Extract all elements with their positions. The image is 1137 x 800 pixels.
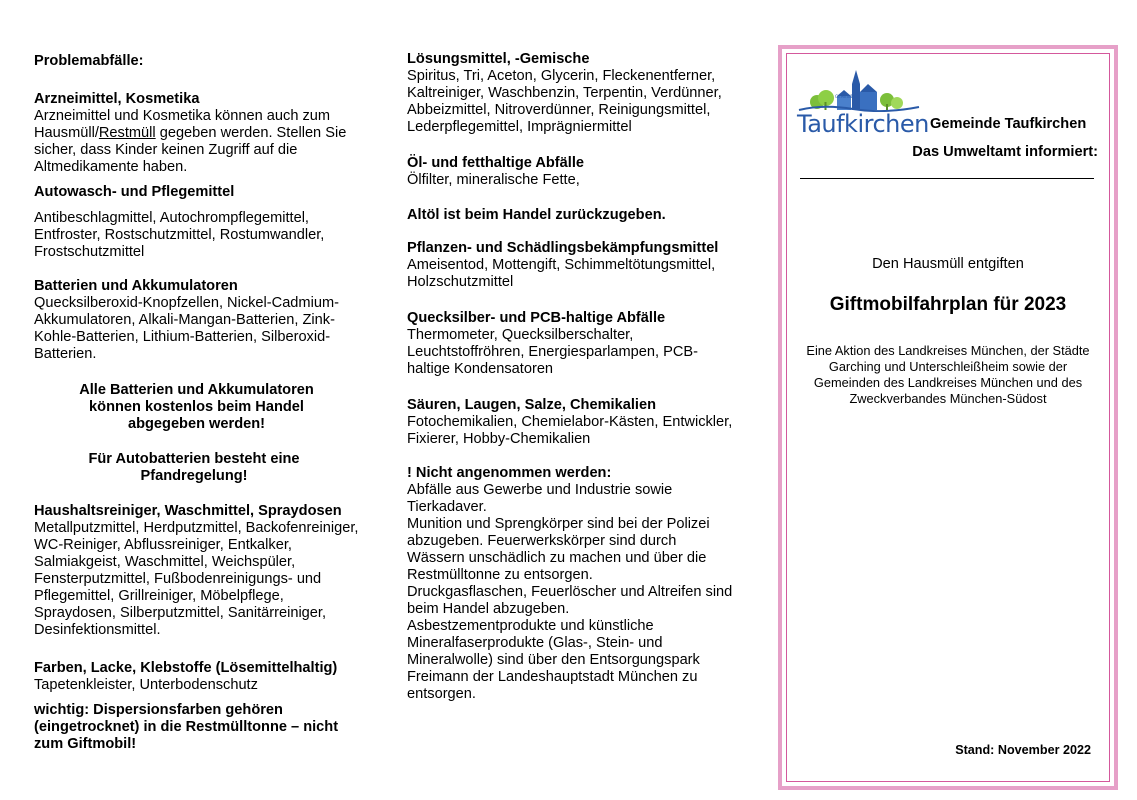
section-text: Quecksilberoxid-Knopfzellen, Nickel-Cadmium-Akkumulatoren, Alkali-Mangan-Batterien, Zink-Kohle-Batterien, Lithium-Batterien, Silberoxid-Batterien. bbox=[34, 295, 339, 362]
paragraph: Druckgasflaschen, Feuerlöscher und Altreifen sind beim Handel abzugeben. bbox=[407, 584, 733, 617]
section-arzneimittel bbox=[34, 91, 359, 176]
section-title: Batterien und Akkumulatoren bbox=[34, 278, 238, 294]
section-text: Arzneimittel und Kosmetika können auch zum Hausmüll/Restmüll gegeben werden. Stellen Sie sicher, dass Kinder keinen Zugriff auf die Altmedikamente haben. bbox=[34, 108, 347, 175]
section-haushaltsreiniger bbox=[34, 503, 359, 639]
section-title: Pflanzen- und Schädlingsbekämpfungsmittel bbox=[407, 240, 719, 256]
section-text: Metallputzmittel, Herdputzmittel, Backofenreiniger, WC-Reiniger, Abflussreiniger, Entkalker, Salmiakgeist, Waschmittel, Weichspüler, Fensterputzmittel, Fußbodenreinigungs- und Pflegemittel, Grillreiniger, Möbelpflege, Spraydosen, Silberputzmittel, Sanitärreiniger, Desinfektionsmittel. bbox=[34, 520, 359, 638]
altoel-notice: Altöl ist beim Handel zurückzugeben. bbox=[407, 207, 666, 223]
restmuell-underlined: Restmüll bbox=[98, 125, 156, 141]
section-oel bbox=[407, 155, 737, 189]
notice-batterien: Alle Batterien und Akkumulatoren können kostenlos beim Handel abgegeben werden! bbox=[79, 382, 314, 432]
section-title: ! Nicht angenommen werden: bbox=[407, 465, 612, 481]
section-text: Fotochemikalien, Chemielabor-Kästen, Entwickler, Fixierer, Hobby-Chemikalien bbox=[407, 414, 733, 447]
notice-autobatterien: Für Autobatterien besteht eine Pfandregelung! bbox=[88, 451, 300, 484]
gemeinde-heading: Gemeinde Taufkirchen bbox=[930, 116, 1087, 132]
section-title: Öl- und fetthaltige Abfälle bbox=[407, 155, 585, 171]
section-title: Autowasch- und Pflegemittel bbox=[34, 184, 235, 200]
logo-wordmark: Taufkirchen bbox=[797, 110, 929, 138]
paragraph: Abfälle aus Gewerbe und Industrie sowie Tierkadaver. bbox=[407, 482, 673, 515]
description: Eine Aktion des Landkreises München, der Städte Garching und Unterschleißheim sowie der Gemeinden des Landkreises München und des Zweckverbandes München-Südost bbox=[806, 343, 1090, 406]
taufkirchen-logo bbox=[793, 62, 929, 138]
wichtig-notice: wichtig: Dispersionsfarben gehören (eingetrocknet) in die Restmülltonne – nicht zum Giftmobil! bbox=[34, 702, 339, 752]
section-text: Antibeschlagmittel, Autochrompflegemittel, Entfroster, Rostschutzmittel, Rostumwandler, Frostschutzmittel bbox=[34, 210, 325, 260]
section-text: Thermometer, Quecksilberschalter, Leuchtstoffröhren, Energiesparlampen, PCB-haltige Kondensatoren bbox=[407, 327, 698, 377]
section-text: Tapetenkleister, Unterbodenschutz bbox=[34, 677, 258, 693]
section-title: Haushaltsreiniger, Waschmittel, Spraydosen bbox=[34, 503, 342, 519]
section-title: Quecksilber- und PCB-haltige Abfälle bbox=[407, 310, 666, 326]
umweltamt-heading: Das Umweltamt informiert: bbox=[912, 144, 1098, 160]
section-saeuren bbox=[407, 397, 737, 448]
paragraph: Asbestzementprodukte und künstliche Mineralfaserprodukte (Glas-, Stein- und Mineralwolle) sind über den Entsorgungspark Freimann der Landeshauptstadt München zu entsorgen. bbox=[407, 618, 700, 702]
page-title: Giftmobilfahrplan für 2023 bbox=[829, 294, 1067, 315]
section-text: Spiritus, Tri, Aceton, Glycerin, Fleckenentferner, Kaltreiniger, Waschbenzin, Terpentin, Verdünner, Abbeizmittel, Nitroverdünner, Reinigungsmittel, Lederpflegemittel, Imprägniermittel bbox=[407, 68, 722, 135]
problemabfaelle-heading: Problemabfälle: bbox=[34, 53, 144, 69]
section-text: Ameisentod, Mottengift, Schimmeltötungsmittel, Holzschutzmittel bbox=[407, 257, 716, 290]
section-title: Arzneimittel, Kosmetika bbox=[34, 91, 200, 107]
subtitle: Den Hausmüll entgiften bbox=[872, 256, 1024, 272]
section-title: Farben, Lacke, Klebstoffe (Lösemittelhaltig) bbox=[34, 660, 338, 676]
paragraph: Munition und Sprengkörper sind bei der Polizei abzugeben. Feuerwerkskörper sind durch Wässern unschädlich zu machen und über die Restmülltonne zu entsorgen. bbox=[407, 516, 710, 583]
section-nicht-angenommen bbox=[407, 465, 737, 703]
section-quecksilber bbox=[407, 310, 737, 378]
front-page-panel bbox=[778, 45, 1118, 790]
section-text: Ölfilter, mineralische Fette, bbox=[407, 172, 580, 188]
section-pflanzen bbox=[407, 240, 737, 291]
divider bbox=[800, 178, 1094, 179]
section-title: Säuren, Laugen, Salze, Chemikalien bbox=[407, 397, 656, 413]
logo-small-text: GEMEINDE bbox=[835, 94, 857, 99]
panel-inner-frame bbox=[786, 53, 1110, 782]
section-loesungsmittel bbox=[407, 51, 737, 136]
section-batterien bbox=[34, 278, 359, 363]
section-farben bbox=[34, 660, 379, 694]
church-skyline-icon bbox=[793, 62, 925, 112]
stand-date: Stand: November 2022 bbox=[955, 743, 1091, 757]
section-title: Lösungsmittel, -Gemische bbox=[407, 51, 590, 67]
section-autowasch bbox=[34, 184, 359, 261]
